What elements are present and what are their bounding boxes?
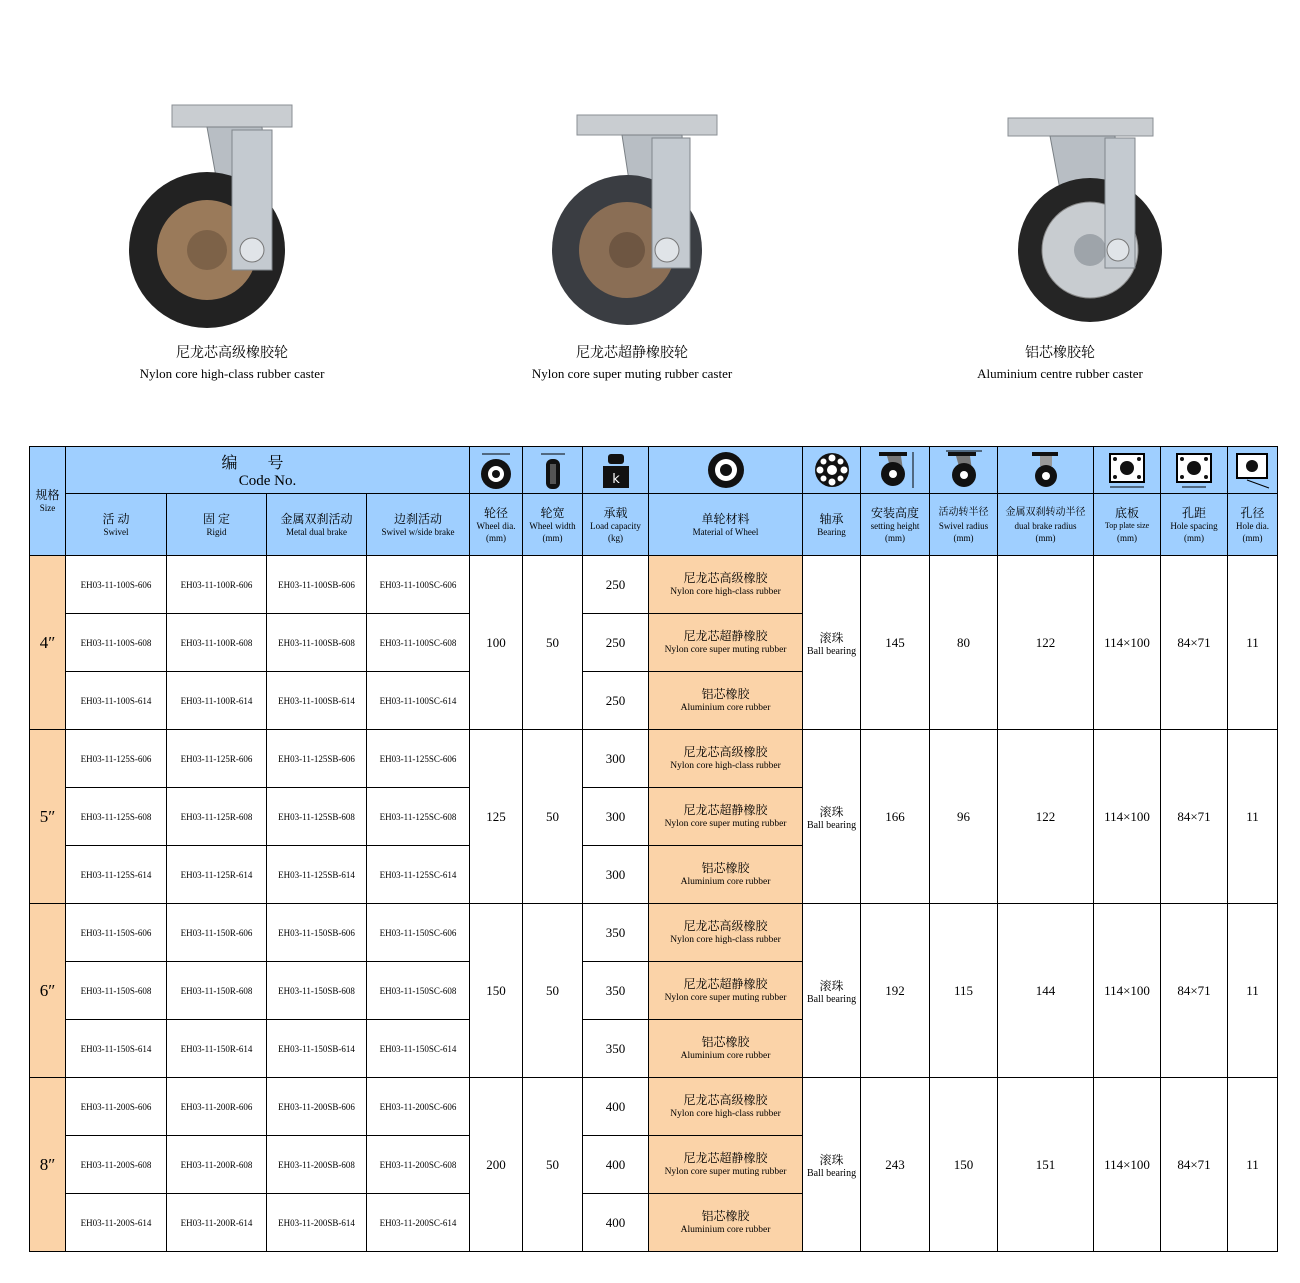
material-en: Nylon core high-class rubber (670, 1109, 781, 1119)
code-side-brake: EH03-11-200SC-608 (367, 1136, 470, 1194)
code-dual-brake: EH03-11-150SB-608 (267, 962, 367, 1020)
table-row (30, 904, 1278, 962)
bearing-en: Ball bearing (806, 1167, 857, 1179)
material-en: Aluminium core rubber (680, 877, 771, 887)
code-rigid: EH03-11-100R-606 (167, 556, 267, 614)
code-dual-brake: EH03-11-100SB-614 (267, 672, 367, 730)
bearing-cn: 滚珠 (819, 630, 844, 645)
hole-dia-icon (1228, 447, 1278, 494)
code-rigid: EH03-11-150R-614 (167, 1020, 267, 1078)
code-side-brake: EH03-11-125SC-606 (367, 730, 470, 788)
header-dual-radius: 金属双刹转动半径 dual brake radius (mm) (998, 494, 1094, 556)
header-material: 单轮材料 Material of Wheel (649, 494, 803, 556)
material-icon (649, 447, 803, 494)
size-cell: 6″ (30, 904, 66, 1078)
code-dual-brake: EH03-11-100SB-606 (267, 556, 367, 614)
dual-radius-value: 151 (998, 1078, 1094, 1252)
swivel-radius-value: 115 (930, 904, 998, 1078)
product-name-cn: 尼龙芯高级橡胶轮 (176, 346, 288, 361)
hole-spacing-value: 84×71 (1161, 556, 1228, 730)
header-hole-dia: 孔径 Hole dia. (mm) (1228, 494, 1278, 556)
setting-height-value: 192 (861, 904, 930, 1078)
material-cn: 尼龙芯超静橡胶 (683, 977, 768, 991)
wheel-width-value: 50 (523, 1078, 583, 1252)
product-name-cn: 铝芯橡胶轮 (1025, 346, 1095, 361)
wheel-dia-value: 100 (470, 556, 523, 730)
material-cell (649, 904, 803, 962)
hole-dia-value: 11 (1228, 730, 1278, 904)
product-name-en: Nylon core high-class rubber caster (139, 366, 325, 381)
bearing-cell (803, 1078, 861, 1252)
material-cn: 尼龙芯高级橡胶 (683, 745, 768, 759)
load-value: 300 (583, 788, 649, 846)
table-row (30, 1078, 1278, 1136)
bearing-cell (803, 730, 861, 904)
material-cell (649, 556, 803, 614)
code-swivel: EH03-11-100S-606 (66, 556, 167, 614)
code-swivel: EH03-11-100S-608 (66, 614, 167, 672)
wheel-width-value: 50 (523, 904, 583, 1078)
code-side-brake: EH03-11-100SC-608 (367, 614, 470, 672)
code-swivel: EH03-11-150S-608 (66, 962, 167, 1020)
code-rigid: EH03-11-100R-608 (167, 614, 267, 672)
plate-size-value: 114×100 (1094, 904, 1161, 1078)
material-cn: 尼龙芯高级橡胶 (683, 571, 768, 585)
hole-spacing-value: 84×71 (1161, 1078, 1228, 1252)
material-en: Nylon core super muting rubber (664, 993, 787, 1003)
header-wheel-width: 轮宽 Wheel width (mm) (523, 494, 583, 556)
material-en: Aluminium core rubber (680, 1051, 771, 1061)
code-swivel: EH03-11-200S-614 (66, 1194, 167, 1252)
material-cell (649, 788, 803, 846)
wheel-dia-value: 200 (470, 1078, 523, 1252)
wheel-width-icon (523, 447, 583, 494)
product-2 (472, 90, 792, 382)
code-dual-brake: EH03-11-125SB-608 (267, 788, 367, 846)
header-swivel-radius: 活动转半径 Swivel radius (mm) (930, 494, 998, 556)
dual-radius-value: 122 (998, 730, 1094, 904)
setting-height-value: 166 (861, 730, 930, 904)
code-rigid: EH03-11-100R-614 (167, 672, 267, 730)
material-cn: 尼龙芯超静橡胶 (683, 629, 768, 643)
code-side-brake: EH03-11-150SC-608 (367, 962, 470, 1020)
material-en: Nylon core super muting rubber (664, 1167, 787, 1177)
code-side-brake: EH03-11-100SC-614 (367, 672, 470, 730)
code-side-brake: EH03-11-200SC-606 (367, 1078, 470, 1136)
setting-height-value: 145 (861, 556, 930, 730)
bearing-cell (803, 556, 861, 730)
material-cn: 尼龙芯高级橡胶 (683, 1093, 768, 1107)
size-cell: 5″ (30, 730, 66, 904)
hole-spacing-value: 84×71 (1161, 730, 1228, 904)
material-cell (649, 614, 803, 672)
load-value: 300 (583, 846, 649, 904)
header-wheel-dia: 轮径 Wheel dia. (mm) (470, 494, 523, 556)
code-side-brake: EH03-11-200SC-614 (367, 1194, 470, 1252)
dual-brake-radius-icon (998, 447, 1094, 494)
hole-spacing-icon (1161, 447, 1228, 494)
swivel-radius-value: 150 (930, 1078, 998, 1252)
code-dual-brake: EH03-11-125SB-614 (267, 846, 367, 904)
material-cn: 尼龙芯高级橡胶 (683, 919, 768, 933)
top-plate-icon (1094, 447, 1161, 494)
header-bearing: 轴承 Bearing (803, 494, 861, 556)
header-rigid: 固 定 Rigid (167, 494, 267, 556)
bearing-cn: 滚珠 (819, 978, 844, 993)
code-rigid: EH03-11-125R-608 (167, 788, 267, 846)
plate-size-value: 114×100 (1094, 556, 1161, 730)
load-value: 300 (583, 730, 649, 788)
bearing-cn: 滚珠 (819, 1152, 844, 1167)
code-side-brake: EH03-11-125SC-608 (367, 788, 470, 846)
material-cn: 铝芯橡胶 (701, 687, 750, 701)
code-swivel: EH03-11-125S-606 (66, 730, 167, 788)
load-value: 250 (583, 556, 649, 614)
material-en: Aluminium core rubber (680, 703, 771, 713)
product-name-cn: 尼龙芯超静橡胶轮 (576, 346, 688, 361)
code-dual-brake: EH03-11-200SB-608 (267, 1136, 367, 1194)
table-row (30, 556, 1278, 614)
table-row (30, 730, 1278, 788)
code-swivel: EH03-11-125S-614 (66, 846, 167, 904)
size-cell: 8″ (30, 1078, 66, 1252)
hole-dia-value: 11 (1228, 556, 1278, 730)
material-cell (649, 1078, 803, 1136)
wheel-dia-value: 125 (470, 730, 523, 904)
material-cn: 尼龙芯超静橡胶 (683, 803, 768, 817)
code-rigid: EH03-11-200R-608 (167, 1136, 267, 1194)
code-swivel: EH03-11-200S-608 (66, 1136, 167, 1194)
bearing-cell (803, 904, 861, 1078)
code-dual-brake: EH03-11-150SB-606 (267, 904, 367, 962)
code-swivel: EH03-11-200S-606 (66, 1078, 167, 1136)
code-dual-brake: EH03-11-100SB-608 (267, 614, 367, 672)
code-swivel: EH03-11-100S-614 (66, 672, 167, 730)
code-dual-brake: EH03-11-200SB-606 (267, 1078, 367, 1136)
code-rigid: EH03-11-200R-614 (167, 1194, 267, 1252)
material-cell (649, 846, 803, 904)
header-side: 边刹活动 Swivel w/side brake (367, 494, 470, 556)
material-cell (649, 730, 803, 788)
hole-dia-value: 11 (1228, 904, 1278, 1078)
caster-image-2 (512, 90, 752, 340)
material-en: Nylon core high-class rubber (670, 587, 781, 597)
material-cn: 尼龙芯超静橡胶 (683, 1151, 768, 1165)
code-side-brake: EH03-11-125SC-614 (367, 846, 470, 904)
material-en: Nylon core high-class rubber (670, 935, 781, 945)
load-value: 250 (583, 672, 649, 730)
bearing-en: Ball bearing (806, 645, 857, 657)
header-swivel: 活 动 Swivel (66, 494, 167, 556)
size-cell: 4″ (30, 556, 66, 730)
code-swivel: EH03-11-125S-608 (66, 788, 167, 846)
spec-table (29, 446, 1278, 1252)
load-value: 400 (583, 1136, 649, 1194)
material-en: Nylon core super muting rubber (664, 819, 787, 829)
dual-radius-value: 144 (998, 904, 1094, 1078)
product-1 (72, 90, 392, 382)
load-value: 350 (583, 904, 649, 962)
material-cell (649, 1136, 803, 1194)
material-cell (649, 672, 803, 730)
material-cn: 铝芯橡胶 (701, 1035, 750, 1049)
product-name-en: Nylon core super muting rubber caster (531, 366, 733, 381)
dual-radius-value: 122 (998, 556, 1094, 730)
code-swivel: EH03-11-150S-614 (66, 1020, 167, 1078)
header-dual: 金属双刹活动 Metal dual brake (267, 494, 367, 556)
material-cell (649, 1194, 803, 1252)
material-en: Nylon core high-class rubber (670, 761, 781, 771)
material-cell (649, 1020, 803, 1078)
header-load: 承载 Load capacity (kg) (583, 494, 649, 556)
code-swivel: EH03-11-150S-606 (66, 904, 167, 962)
material-en: Aluminium core rubber (680, 1225, 771, 1235)
code-dual-brake: EH03-11-125SB-606 (267, 730, 367, 788)
swivel-radius-icon (930, 447, 998, 494)
material-en: Nylon core super muting rubber (664, 645, 787, 655)
material-cn: 铝芯橡胶 (701, 861, 750, 875)
code-side-brake: EH03-11-150SC-606 (367, 904, 470, 962)
material-cell (649, 962, 803, 1020)
wheel-width-value: 50 (523, 556, 583, 730)
load-icon (583, 447, 649, 494)
bearing-en: Ball bearing (806, 993, 857, 1005)
hole-dia-value: 11 (1228, 1078, 1278, 1252)
code-side-brake: EH03-11-100SC-606 (367, 556, 470, 614)
code-rigid: EH03-11-125R-614 (167, 846, 267, 904)
bearing-cn: 滚珠 (819, 804, 844, 819)
header-size: 规格 Size (30, 447, 66, 556)
code-rigid: EH03-11-200R-606 (167, 1078, 267, 1136)
code-rigid: EH03-11-150R-606 (167, 904, 267, 962)
spec-body (30, 556, 1278, 1252)
code-rigid: EH03-11-150R-608 (167, 962, 267, 1020)
plate-size-value: 114×100 (1094, 730, 1161, 904)
code-side-brake: EH03-11-150SC-614 (367, 1020, 470, 1078)
caster-image-1 (112, 90, 352, 340)
wheel-dia-value: 150 (470, 904, 523, 1078)
header-code: 编号 Code No. (66, 447, 470, 494)
svg-text:k: k (611, 472, 620, 487)
bearing-icon (803, 447, 861, 494)
caster-image-3 (940, 90, 1180, 340)
code-dual-brake: EH03-11-150SB-614 (267, 1020, 367, 1078)
header-plate: 底板 Top plate size (mm) (1094, 494, 1161, 556)
load-value: 350 (583, 962, 649, 1020)
setting-height-value: 243 (861, 1078, 930, 1252)
product-3 (900, 90, 1220, 382)
header-hole-spacing: 孔距 Hole spacing (mm) (1161, 494, 1228, 556)
product-name-en: Aluminium centre rubber caster (977, 366, 1143, 381)
load-value: 350 (583, 1020, 649, 1078)
code-dual-brake: EH03-11-200SB-614 (267, 1194, 367, 1252)
material-cn: 铝芯橡胶 (701, 1209, 750, 1223)
code-rigid: EH03-11-125R-606 (167, 730, 267, 788)
load-value: 250 (583, 614, 649, 672)
header-height: 安装高度 setting height (mm) (861, 494, 930, 556)
wheel-width-value: 50 (523, 730, 583, 904)
setting-height-icon (861, 447, 930, 494)
bearing-en: Ball bearing (806, 819, 857, 831)
load-value: 400 (583, 1078, 649, 1136)
hole-spacing-value: 84×71 (1161, 904, 1228, 1078)
load-value: 400 (583, 1194, 649, 1252)
swivel-radius-value: 80 (930, 556, 998, 730)
wheel-dia-icon (470, 447, 523, 494)
swivel-radius-value: 96 (930, 730, 998, 904)
plate-size-value: 114×100 (1094, 1078, 1161, 1252)
